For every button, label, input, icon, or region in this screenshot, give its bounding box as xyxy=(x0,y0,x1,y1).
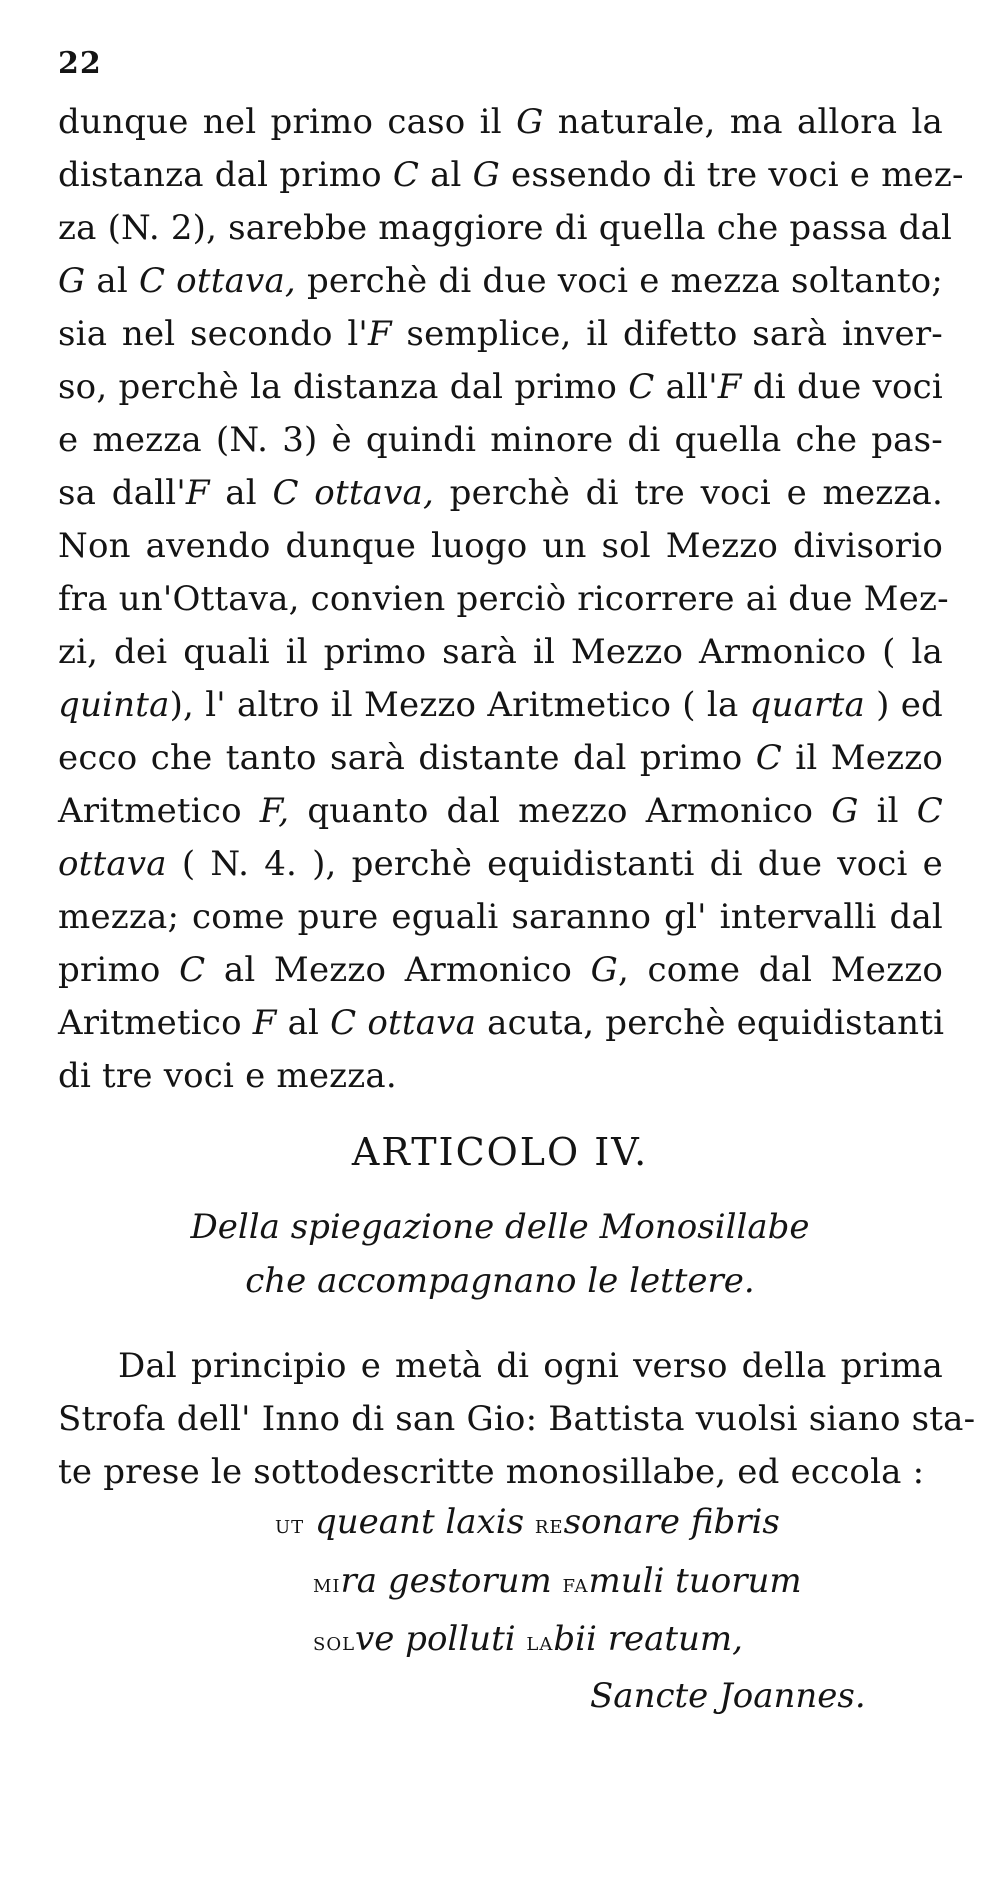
verse-text: sonare fibris xyxy=(563,1502,780,1542)
text-run: Non avendo dunque luogo un sol Mezzo divisorio xyxy=(58,526,943,566)
text-run: ) ed xyxy=(864,685,944,725)
body-line xyxy=(58,308,943,361)
body-line xyxy=(58,891,943,944)
hymn-verse-line-2 xyxy=(313,1561,802,1601)
text-run: di due voci xyxy=(741,367,943,407)
syllable-re: re xyxy=(534,1510,564,1540)
text-run: C xyxy=(628,367,655,407)
verse-text: queant laxis xyxy=(304,1502,535,1542)
text-run: , come dal Mezzo xyxy=(618,950,943,990)
text-run: all' xyxy=(654,367,718,407)
text-run: al xyxy=(276,1003,331,1043)
text-run: F xyxy=(717,367,742,407)
text-run: za (N. 2), sarebbe maggiore di quella che passa dal xyxy=(58,208,953,248)
text-run: ( N. 4. ), perchè equidistanti di due voci e xyxy=(166,844,943,884)
text-run: C xyxy=(916,791,943,831)
text-run: C ottava, xyxy=(272,473,435,513)
text-run: Aritmetico xyxy=(58,1003,253,1043)
body-line xyxy=(58,573,949,626)
syllable-la: la xyxy=(526,1627,554,1657)
body-line xyxy=(58,96,943,149)
text-run: C xyxy=(179,950,206,990)
text-run: Aritmetico xyxy=(58,791,260,831)
verse-text: ve polluti xyxy=(355,1619,527,1659)
page-number: 22 xyxy=(58,46,102,81)
text-run: il Mezzo xyxy=(781,738,943,778)
body-line xyxy=(58,838,943,891)
text-run: F xyxy=(367,314,392,354)
text-run: G xyxy=(516,102,544,142)
text-run: G xyxy=(831,791,859,831)
body-line xyxy=(58,149,964,202)
text-run: ottava xyxy=(58,844,167,884)
text-run: quarta xyxy=(749,685,865,725)
text-run: C ottava xyxy=(330,1003,477,1043)
syllable-mi: mi xyxy=(313,1569,341,1599)
text-run: quinta xyxy=(58,685,170,725)
text-run: mezza; come pure eguali saranno gl' intervalli dal xyxy=(58,897,943,937)
body-line xyxy=(58,944,943,997)
text-run: al xyxy=(85,261,139,301)
text-run: semplice, il difetto sarà inver- xyxy=(391,314,943,354)
text-run: G xyxy=(58,261,86,301)
verse-text: ra gestorum xyxy=(340,1561,563,1601)
article-subtitle-line-1: Della spiegazione delle Monosillabe xyxy=(190,1207,810,1247)
body-line xyxy=(58,997,943,1050)
intro-line-2: Strofa dell' Inno di san Gio: Battista vuolsi siano sta- xyxy=(58,1399,976,1439)
verse-text: bii reatum, xyxy=(553,1619,743,1659)
text-run: G xyxy=(590,950,618,990)
syllable-ut: ut xyxy=(275,1510,305,1540)
body-line xyxy=(58,467,943,520)
body-line xyxy=(58,785,943,838)
body-line xyxy=(58,626,943,679)
text-run: al Mezzo Armonico xyxy=(205,950,591,990)
text-run: il xyxy=(858,791,917,831)
text-run: al xyxy=(419,155,473,195)
body-line xyxy=(58,520,943,573)
text-run: al xyxy=(209,473,273,513)
intro-line-1: Dal principio e metà di ogni verso della prima xyxy=(118,1346,943,1386)
body-line xyxy=(58,679,943,732)
text-run: zi, dei quali il primo sarà il Mezzo Armonico ( la xyxy=(58,632,943,672)
text-run: naturale, ma allora la xyxy=(543,102,943,142)
text-run: C xyxy=(392,155,420,195)
text-run: di tre voci e mezza. xyxy=(58,1056,397,1096)
body-line xyxy=(58,732,943,785)
text-run: distanza dal primo xyxy=(58,155,393,195)
intro-paragraph xyxy=(58,1340,976,1499)
syllable-sol: sol xyxy=(313,1627,356,1657)
text-run: so, perchè la distanza dal primo xyxy=(58,367,629,407)
body-line xyxy=(58,202,953,255)
text-run: fra un'Ottava, convien perciò ricorrere ai due Mez- xyxy=(58,579,949,619)
text-run: acuta, perchè equidistanti xyxy=(476,1003,945,1043)
text-run: ), l' altro il Mezzo Aritmetico ( la xyxy=(169,685,750,725)
verse-text: muli tuorum xyxy=(588,1561,802,1601)
text-run: sia nel secondo l' xyxy=(58,314,368,354)
article-subtitle-line-2: che accompagnano le lettere. xyxy=(245,1261,755,1301)
text-run: essendo di tre voci e mez- xyxy=(500,155,964,195)
text-run: perchè di due voci e mezza soltanto; xyxy=(295,261,944,301)
intro-line-3: te prese le sottodescritte monosillabe, ed eccola : xyxy=(58,1452,925,1492)
article-heading: ARTICOLO IV. xyxy=(351,1130,649,1174)
hymn-verse-line-3 xyxy=(313,1619,743,1659)
text-run: G xyxy=(472,155,500,195)
text-run: ecco che tanto sarà distante dal primo xyxy=(58,738,756,778)
text-run: perchè di tre voci e mezza. xyxy=(434,473,943,513)
syllable-fa: fa xyxy=(562,1569,589,1599)
text-run: dunque nel primo caso il xyxy=(58,102,517,142)
hymn-verse-line-1 xyxy=(275,1502,780,1542)
text-run: primo xyxy=(58,950,180,990)
body-line xyxy=(58,255,943,308)
body-line xyxy=(58,361,943,414)
text-run: quanto dal mezzo Armonico xyxy=(289,791,832,831)
body-line xyxy=(58,414,943,467)
text-run: sa dall' xyxy=(58,473,186,513)
body-paragraph xyxy=(58,96,964,1103)
text-run: C xyxy=(755,738,782,778)
text-run: C ottava, xyxy=(138,261,296,301)
body-line xyxy=(58,1050,943,1103)
text-run: F xyxy=(185,473,210,513)
text-run: F xyxy=(252,1003,277,1043)
text-run: e mezza (N. 3) è quindi minore di quella che pas- xyxy=(58,420,943,460)
text-run: F, xyxy=(259,791,290,831)
hymn-verse-line-4: Sancte Joannes. xyxy=(590,1676,866,1716)
